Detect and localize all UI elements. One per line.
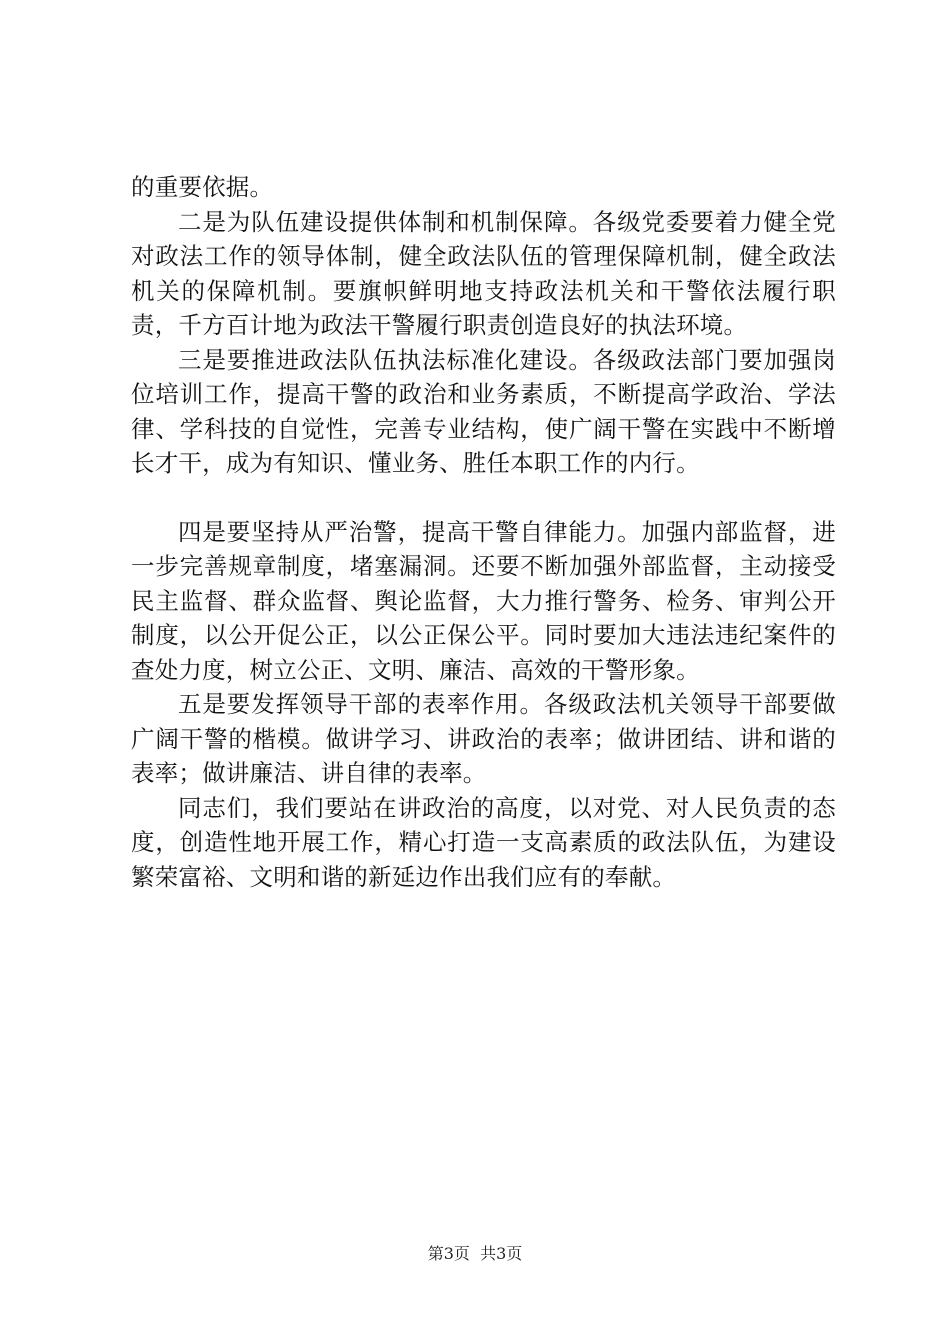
paragraph-continuation: 的重要依据。 [131,173,274,201]
paragraph-point-three: 三是要推进政法队伍执法标准化建设。各级政法部门要加强岗位培训工作，提高干警的政治和业务素质，不断提高学政治、学法律、学科技的自觉性，完善专业结构，使广阔干警在实践中不断增长才干，成为有知识、懂业务、胜任本职工作的内行。 [131,345,836,477]
page-number-label: 第3页 共3页 [427,1244,523,1263]
paragraph-point-two: 二是为队伍建设提供体制和机制保障。各级党委要着力健全党对政法工作的领导体制，健全政法队伍的管理保障机制，健全政法机关的保障机制。要旗帜鲜明地支持政法机关和干警依法履行职责，千方百计地为政法干警履行职责创造良好的执法环境。 [131,207,836,339]
document-body [131,170,836,894]
page-footer [0,1244,950,1264]
paragraph-point-five: 五是要发挥领导干部的表率作用。各级政法机关领导干部要做广阔干警的楷模。做讲学习、讲政治的表率；做讲团结、讲和谐的表率；做讲廉洁、讲自律的表率。 [131,690,836,787]
paragraph-closing: 同志们，我们要站在讲政治的高度，以对党、对人民负责的态度，创造性地开展工作，精心打造一支高素质的政法队伍，为建设繁荣富裕、文明和谐的新延边作出我们应有的奉献。 [131,793,836,891]
paragraph-point-four: 四是要坚持从严治警，提高干警自律能力。加强内部监督，进一步完善规章制度，堵塞漏洞。还要不断加强外部监督，主动接受民主监督、群众监督、舆论监督，大力推行警务、检务、审判公开制度，以公开促公正，以公正保公平。同时要加大违法违纪案件的查处力度，树立公正、文明、廉洁、高效的干警形象。 [131,517,836,684]
